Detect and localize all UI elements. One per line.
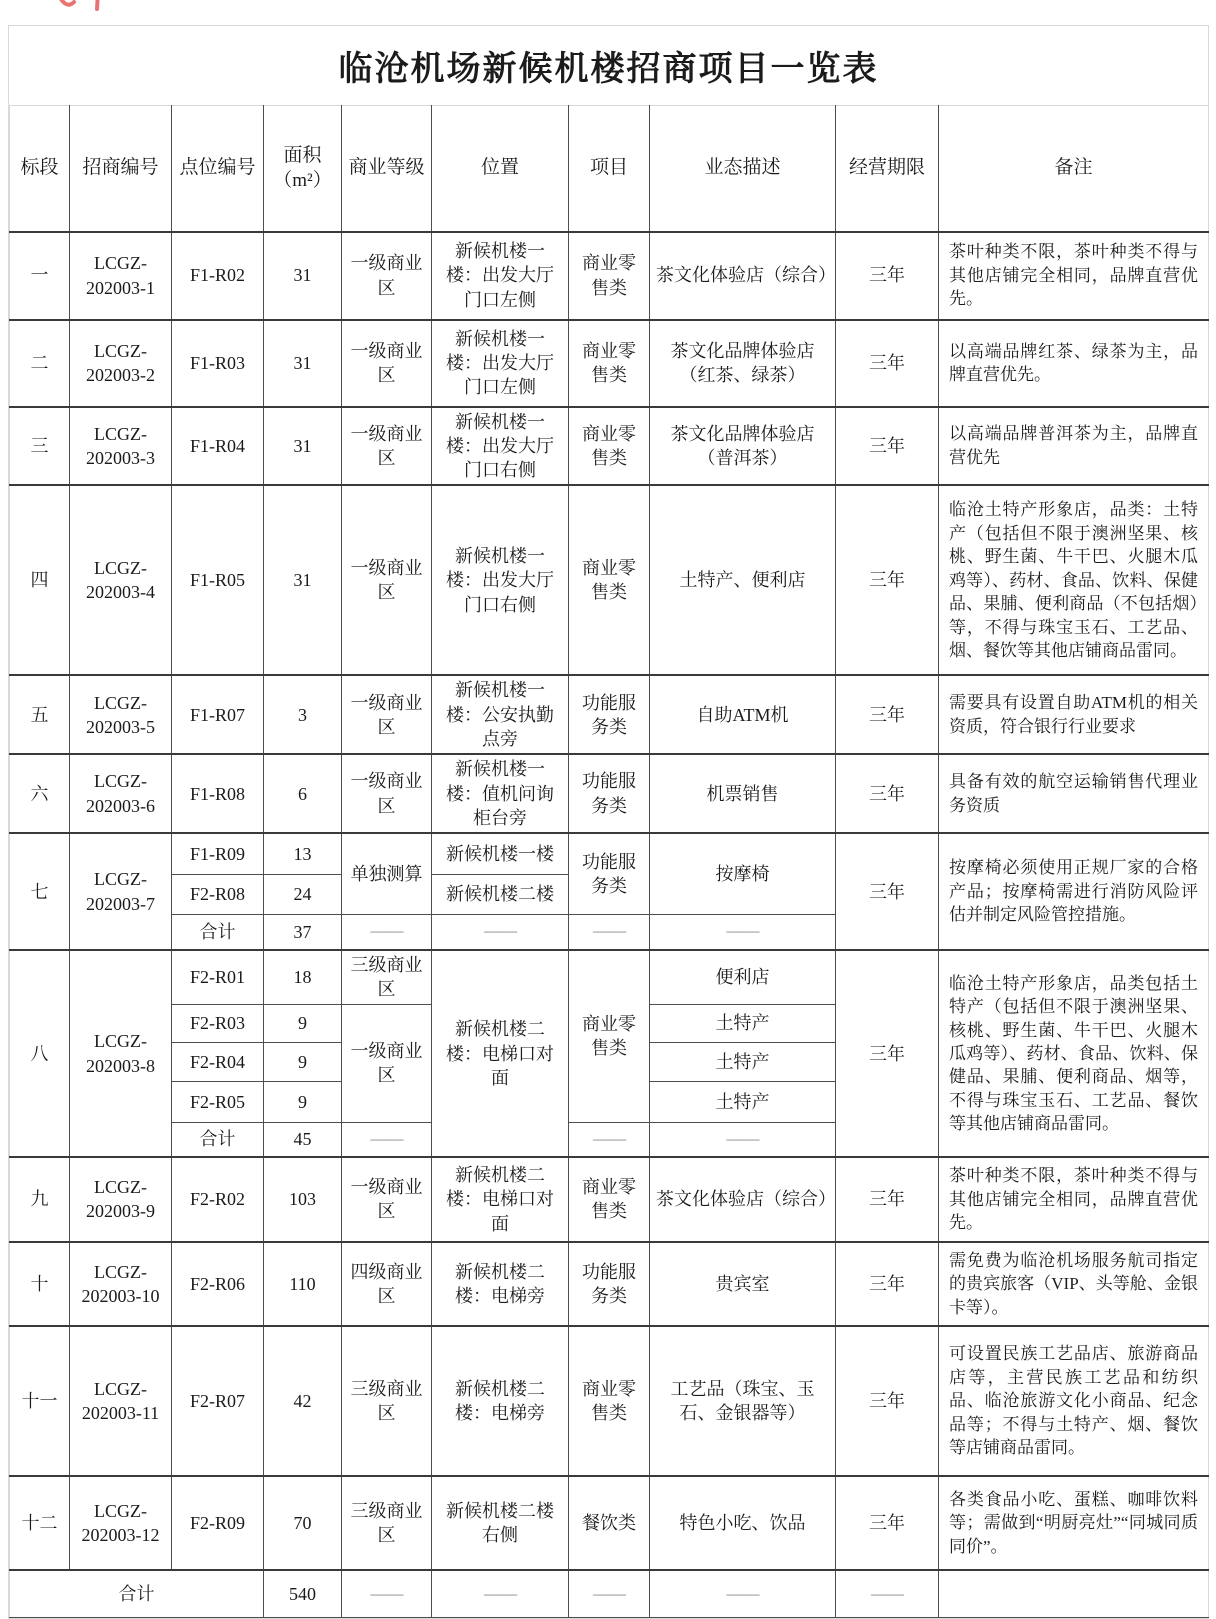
cell-subtotal-label: 合计: [172, 1122, 264, 1157]
cell-invest-code: LCGZ-202003-12: [70, 1476, 172, 1570]
cell-project: 商业零售类: [569, 320, 650, 407]
cell-business: 茶文化品牌体验店（红茶、绿茶）: [650, 320, 836, 407]
cell-project: 功能服务类: [569, 833, 650, 914]
cell-grade: 一级商业区: [342, 1157, 432, 1241]
cell-subtotal-label: 合计: [172, 914, 264, 950]
cell-business: 土特产、便利店: [650, 485, 836, 675]
table-row: [10, 407, 1209, 486]
cell-term: 三年: [836, 232, 939, 320]
cell-invest-code: LCGZ-202003-5: [70, 675, 172, 754]
cell-total-label: 合计: [10, 1570, 264, 1618]
cell-section-no: 五: [10, 675, 70, 754]
header-code: 招商编号: [70, 106, 172, 232]
cell-term: 三年: [836, 950, 939, 1157]
cell-remark: 各类食品小吃、蛋糕、咖啡饮料等；需做到“明厨亮灶”“同城同质同价”。: [939, 1476, 1209, 1570]
document-page: [8, 25, 1209, 1619]
cell-term: 三年: [836, 1476, 939, 1570]
cell-section-no: 二: [10, 320, 70, 407]
cell-term: 三年: [836, 485, 939, 675]
cell-grade: 一级商业区: [342, 232, 432, 320]
cell-project: 功能服务类: [569, 1242, 650, 1326]
cell-point-code: F2-R04: [172, 1042, 264, 1081]
cell-invest-code: LCGZ-202003-1: [70, 232, 172, 320]
cell-remark: 以高端品牌普洱茶为主，品牌直营优先: [939, 407, 1209, 486]
cell-business: 茶文化品牌体验店（普洱茶）: [650, 407, 836, 486]
cell-invest-code: LCGZ-202003-8: [70, 950, 172, 1157]
cell-point-code: F2-R09: [172, 1476, 264, 1570]
table-row: [10, 833, 1209, 874]
cell-point-code: F1-R05: [172, 485, 264, 675]
cell-business: 按摩椅: [650, 833, 836, 914]
cell-point-code: F2-R07: [172, 1326, 264, 1476]
cell-point-code: F2-R01: [172, 950, 264, 1004]
cell-term: 三年: [836, 407, 939, 486]
cell-dash: ——: [569, 914, 650, 950]
cell-invest-code: LCGZ-202003-4: [70, 485, 172, 675]
cell-grade: 一级商业区: [342, 754, 432, 833]
table-row: [10, 320, 1209, 407]
cell-grade: 三级商业区: [342, 1476, 432, 1570]
cell-business: 特色小吃、饮品: [650, 1476, 836, 1570]
cell-term: 三年: [836, 675, 939, 754]
cell-section-no: 六: [10, 754, 70, 833]
cell-invest-code: LCGZ-202003-2: [70, 320, 172, 407]
cell-area: 31: [264, 232, 342, 320]
table-row: [10, 950, 1209, 1004]
cell-area: 31: [264, 320, 342, 407]
cell-area: 9: [264, 1004, 342, 1042]
cell-invest-code: LCGZ-202003-9: [70, 1157, 172, 1241]
cell-remark-empty: [939, 1570, 1209, 1618]
cell-term: 三年: [836, 1242, 939, 1326]
cell-area: 9: [264, 1081, 342, 1122]
cell-point-code: F1-R07: [172, 675, 264, 754]
cell-point-code: F1-R09: [172, 833, 264, 874]
cell-section-no: 十一: [10, 1326, 70, 1476]
cell-project: 商业零售类: [569, 407, 650, 486]
total-row: [10, 1570, 1209, 1618]
cell-dash: ——: [432, 914, 569, 950]
cell-term: 三年: [836, 1157, 939, 1241]
cell-business: 土特产: [650, 1004, 836, 1042]
header-grade: 商业等级: [342, 106, 432, 232]
cell-business: 贵宾室: [650, 1242, 836, 1326]
cell-section-no: 四: [10, 485, 70, 675]
cell-location: 新候机楼二楼：电梯旁: [432, 1242, 569, 1326]
cell-term: 三年: [836, 1326, 939, 1476]
table-row: [10, 1157, 1209, 1241]
cell-point-code: F1-R02: [172, 232, 264, 320]
cell-total-area: 540: [264, 1570, 342, 1618]
cell-location: 新候机楼一楼：公安执勤点旁: [432, 675, 569, 754]
cell-point-code: F1-R03: [172, 320, 264, 407]
cell-point-code: F1-R08: [172, 754, 264, 833]
header-point: 点位编号: [172, 106, 264, 232]
cell-business: 茶文化体验店（综合）: [650, 1157, 836, 1241]
cell-location: 新候机楼一楼：出发大厅门口右侧: [432, 485, 569, 675]
cell-location: 新候机楼二楼右侧: [432, 1476, 569, 1570]
cell-grade: 一级商业区: [342, 320, 432, 407]
cell-business: 机票销售: [650, 754, 836, 833]
cell-grade: 四级商业区: [342, 1242, 432, 1326]
cell-location: 新候机楼二楼：电梯旁: [432, 1326, 569, 1476]
cell-point-code: F2-R06: [172, 1242, 264, 1326]
cell-remark: 需要具有设置自助ATM机的相关资质，符合银行行业要求: [939, 675, 1209, 754]
cell-section-no: 七: [10, 833, 70, 950]
header-term: 经营期限: [836, 106, 939, 232]
cell-area: 24: [264, 874, 342, 914]
cell-area: 103: [264, 1157, 342, 1241]
project-table: [9, 105, 1209, 1618]
cell-area: 37: [264, 914, 342, 950]
cell-remark: 临沧土特产形象店，品类包括土特产（包括但不限于澳洲坚果、核桃、野生菌、牛干巴、火腿木瓜鸡等）、药材、食品、饮料、保健品、果脯、便利商品、烟等，不得与珠宝玉石、工艺品、餐饮等其他店铺商品雷同。: [939, 950, 1209, 1157]
cell-section-no: 十: [10, 1242, 70, 1326]
cell-area: 31: [264, 407, 342, 486]
cell-remark: 可设置民族工艺品店、旅游商品店等，主营民族工艺品和纺织品、临沧旅游文化小商品、纪念品等；不得与土特产、烟、餐饮等店铺商品雷同。: [939, 1326, 1209, 1476]
cell-project: 功能服务类: [569, 754, 650, 833]
cell-remark: 以高端品牌红茶、绿茶为主，品牌直营优先。: [939, 320, 1209, 407]
cell-point-code: F2-R05: [172, 1081, 264, 1122]
cell-business: 自助ATM机: [650, 675, 836, 754]
cell-term: 三年: [836, 320, 939, 407]
cell-location: 新候机楼二楼: [432, 874, 569, 914]
cell-grade: 三级商业区: [342, 950, 432, 1004]
cell-project: 餐饮类: [569, 1476, 650, 1570]
cell-business: 茶文化体验店（综合）: [650, 232, 836, 320]
cell-invest-code: LCGZ-202003-10: [70, 1242, 172, 1326]
cell-location: 新候机楼二楼：电梯口对面: [432, 1157, 569, 1241]
header-location: 位置: [432, 106, 569, 232]
cell-section-no: 十二: [10, 1476, 70, 1570]
table-row: [10, 675, 1209, 754]
cell-dash: ——: [342, 914, 432, 950]
cell-point-code: F2-R02: [172, 1157, 264, 1241]
cell-remark: 按摩椅必须使用正规厂家的合格产品；按摩椅需进行消防风险评估并制定风险管控措施。: [939, 833, 1209, 950]
cell-remark: 需免费为临沧机场服务航司指定的贵宾旅客（VIP、头等舱、金银卡等）。: [939, 1242, 1209, 1326]
cell-dash: ——: [836, 1570, 939, 1618]
table-row: [10, 754, 1209, 833]
cell-remark: 临沧土特产形象店，品类：土特产（包括但不限于澳洲坚果、核桃、野生菌、牛干巴、火腿木瓜鸡等）、药材、食品、饮料、保健品、果脯、便利商品（不包括烟）等，不得与珠宝玉石、工艺品、烟、餐饮等其他店铺商品雷同。: [939, 485, 1209, 675]
cell-section-no: 九: [10, 1157, 70, 1241]
cell-remark: 具备有效的航空运输销售代理业务资质: [939, 754, 1209, 833]
cell-area: 70: [264, 1476, 342, 1570]
page-title: 临沧机场新候机楼招商项目一览表: [338, 51, 879, 88]
cell-dash: ——: [342, 1570, 432, 1618]
cell-section-no: 一: [10, 232, 70, 320]
cell-grade: 一级商业区: [342, 675, 432, 754]
cell-grade: 一级商业区: [342, 1004, 432, 1122]
cell-area: 42: [264, 1326, 342, 1476]
cell-point-code: F2-R03: [172, 1004, 264, 1042]
cell-term: 三年: [836, 754, 939, 833]
cell-project: 商业零售类: [569, 1157, 650, 1241]
table-row: [10, 1242, 1209, 1326]
cell-area: 6: [264, 754, 342, 833]
header-area: 面积（m²）: [264, 106, 342, 232]
cell-invest-code: LCGZ-202003-7: [70, 833, 172, 950]
cell-area: 3: [264, 675, 342, 754]
cell-project: 商业零售类: [569, 950, 650, 1122]
cell-project: 商业零售类: [569, 485, 650, 675]
cell-grade: 一级商业区: [342, 485, 432, 675]
cell-location: 新候机楼一楼：出发大厅门口左侧: [432, 320, 569, 407]
cell-project: 商业零售类: [569, 1326, 650, 1476]
header-project: 项目: [569, 106, 650, 232]
cell-location: 新候机楼一楼：出发大厅门口右侧: [432, 407, 569, 486]
cell-grade: 单独测算: [342, 833, 432, 914]
cell-point-code: F1-R04: [172, 407, 264, 486]
cell-dash: ——: [569, 1122, 650, 1157]
cell-dash: ——: [569, 1570, 650, 1618]
cell-area: 45: [264, 1122, 342, 1157]
cell-project: 商业零售类: [569, 232, 650, 320]
header-row: [10, 106, 1209, 232]
cell-section-no: 八: [10, 950, 70, 1157]
cell-point-code: F2-R08: [172, 874, 264, 914]
table-row: [10, 232, 1209, 320]
header-business: 业态描述: [650, 106, 836, 232]
cell-remark: 茶叶种类不限，茶叶种类不得与其他店铺完全相同，品牌直营优先。: [939, 1157, 1209, 1241]
cell-business: 便利店: [650, 950, 836, 1004]
cell-section-no: 三: [10, 407, 70, 486]
table-row: [10, 485, 1209, 675]
cell-dash: ——: [650, 1570, 836, 1618]
cell-location: 新候机楼一楼: [432, 833, 569, 874]
cell-dash: ——: [432, 1570, 569, 1618]
cell-area: 9: [264, 1042, 342, 1081]
cell-location: 新候机楼一楼：值机问询柜台旁: [432, 754, 569, 833]
cell-location: 新候机楼二楼：电梯口对面: [432, 950, 569, 1157]
cell-grade: 三级商业区: [342, 1326, 432, 1476]
cell-area: 13: [264, 833, 342, 874]
cell-business: 土特产: [650, 1081, 836, 1122]
table-row: [10, 1326, 1209, 1476]
header-remark: 备注: [939, 106, 1209, 232]
cell-project: 功能服务类: [569, 675, 650, 754]
cell-area: 31: [264, 485, 342, 675]
red-pen-mark: [40, 0, 160, 14]
cell-invest-code: LCGZ-202003-11: [70, 1326, 172, 1476]
cell-grade: 一级商业区: [342, 407, 432, 486]
cell-area: 110: [264, 1242, 342, 1326]
cell-term: 三年: [836, 833, 939, 950]
cell-remark: 茶叶种类不限，茶叶种类不得与其他店铺完全相同，品牌直营优先。: [939, 232, 1209, 320]
header-section: 标段: [10, 106, 70, 232]
table-row: [10, 1476, 1209, 1570]
cell-invest-code: LCGZ-202003-6: [70, 754, 172, 833]
cell-invest-code: LCGZ-202003-3: [70, 407, 172, 486]
cell-dash: ——: [650, 914, 836, 950]
cell-business: 土特产: [650, 1042, 836, 1081]
cell-location: 新候机楼一楼：出发大厅门口左侧: [432, 232, 569, 320]
cell-business: 工艺品（珠宝、玉石、金银器等）: [650, 1326, 836, 1476]
cell-dash: ——: [650, 1122, 836, 1157]
cell-dash: ——: [342, 1122, 432, 1157]
cell-area: 18: [264, 950, 342, 1004]
